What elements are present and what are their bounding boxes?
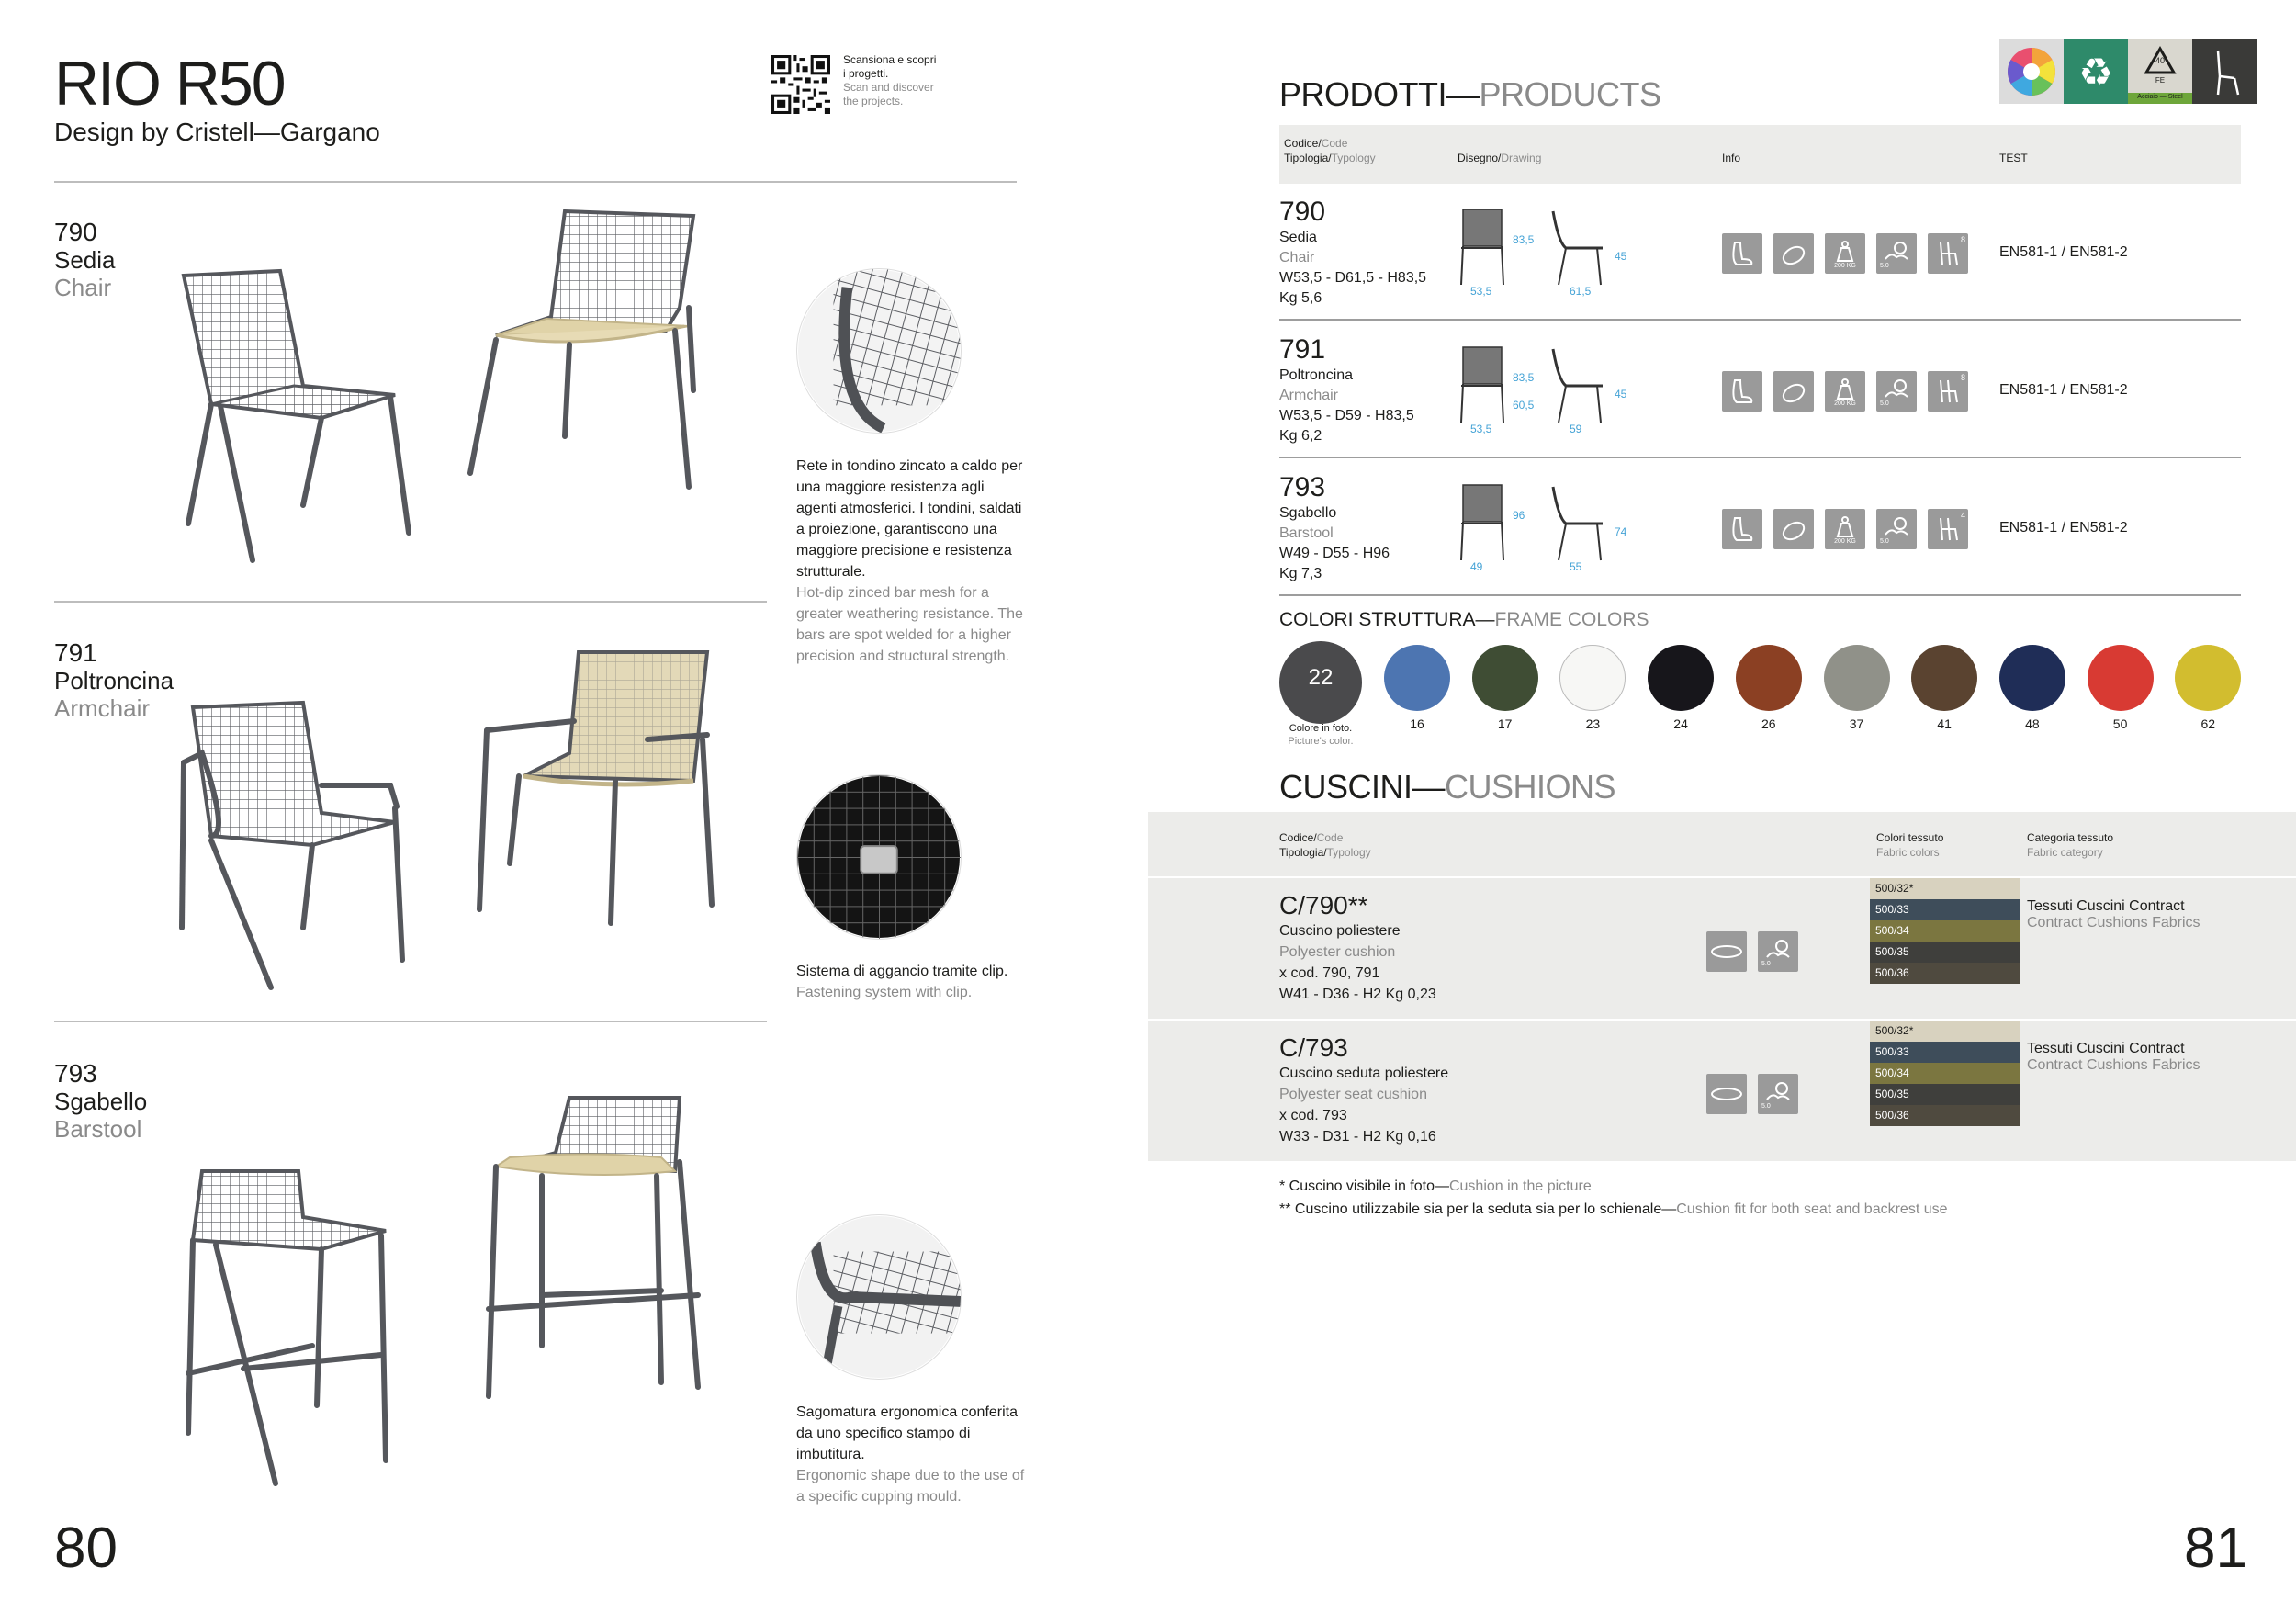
uv-resistant-icon xyxy=(1876,509,1917,549)
color-swatch-22[interactable] xyxy=(1279,641,1362,724)
uv-resistant-icon xyxy=(1876,233,1917,274)
tip-resistant-icon xyxy=(1773,371,1814,412)
product-code: 793 xyxy=(1279,472,1326,502)
fabric-color-50032[interactable]: 500/32* xyxy=(1870,878,2020,899)
front-width-dim: 53,5 xyxy=(1470,285,1492,298)
tip-resistant-icon xyxy=(1773,233,1814,274)
color-swatch-16[interactable] xyxy=(1384,645,1450,711)
product-dimensions: W53,5 - D59 - H83,5 xyxy=(1279,408,1414,423)
feature-icons xyxy=(1722,509,1979,554)
cushion-feature-icons xyxy=(1706,1074,1809,1119)
product-dimensions: W53,5 - D61,5 - H83,5 xyxy=(1279,270,1427,286)
front-height-dim: 83,5 xyxy=(1513,371,1535,384)
product-weight: Kg 5,6 xyxy=(1279,290,1322,306)
uv-label: 5.0 xyxy=(1761,1103,1771,1110)
recycle-icon xyxy=(2064,39,2128,104)
side-width-dim: 59 xyxy=(1570,423,1582,435)
fabric-color-50036[interactable]: 500/36 xyxy=(1870,1105,2020,1126)
product-name-it: Sgabello xyxy=(1279,505,1337,521)
load-200kg-icon xyxy=(1825,509,1865,549)
cushions-section-title: CUSCINI—CUSHIONS xyxy=(1279,768,1616,806)
armchair-791-image xyxy=(156,698,432,992)
detail-shape-caption: Sagomatura ergonomica conferita da uno specifico stampo di imbutitura. Ergonomic shape due to the use of a specific cupping mould. xyxy=(796,1404,1025,1505)
tip-resistant-icon xyxy=(1773,509,1814,549)
footnote-1: * Cuscino visibile in foto—Cushion in the picture xyxy=(1279,1179,1592,1194)
color-swatch-50[interactable] xyxy=(2088,645,2154,711)
barstool-793-image xyxy=(174,1148,404,1488)
color-wheel-icon xyxy=(1999,39,2064,104)
uv-resistant-icon xyxy=(1758,931,1798,972)
color-swatch-41[interactable] xyxy=(1911,645,1977,711)
divider xyxy=(54,601,767,603)
uv-label: 5.0 xyxy=(1880,400,1889,407)
color-swatch-17[interactable] xyxy=(1472,645,1538,711)
category-it: Tessuti Cuscini Contract xyxy=(2027,898,2185,914)
product-name-it: Poltroncina xyxy=(1279,367,1354,383)
product-details xyxy=(1279,228,1426,309)
stack-count: 8 xyxy=(1960,235,1965,244)
detail-shape-image xyxy=(796,1214,962,1380)
chair-790-cushion-image xyxy=(459,207,716,510)
test-standard: EN581-1 / EN581-2 xyxy=(1999,244,2128,260)
uv-label: 5.0 xyxy=(1761,961,1771,967)
load-label: 200 KG xyxy=(1834,538,1856,545)
color-swatch-48[interactable] xyxy=(1999,645,2065,711)
side-width-dim: 55 xyxy=(1570,560,1582,573)
color-code: 23 xyxy=(1585,716,1601,731)
cushion-details xyxy=(1279,1063,1448,1147)
uv-resistant-icon xyxy=(1758,1074,1798,1114)
side-view-drawing xyxy=(1546,344,1610,426)
product-name-en: Chair xyxy=(1279,250,1315,265)
detail-clip-caption: Sistema di aggancio tramite clip. Fastening system with clip. xyxy=(796,964,1008,1000)
divider xyxy=(54,181,1017,183)
product-details xyxy=(1279,503,1390,584)
side-view-drawing xyxy=(1546,206,1610,288)
fabric-color-50033[interactable]: 500/33 xyxy=(1870,899,2020,920)
front-view-drawing xyxy=(1456,206,1511,288)
qr-code-icon[interactable] xyxy=(771,55,830,114)
header-info: Info xyxy=(1722,152,1741,164)
color-swatch-62[interactable] xyxy=(2175,645,2241,711)
color-code: 37 xyxy=(1849,716,1864,731)
fabric-color-50033[interactable]: 500/33 xyxy=(1870,1042,2020,1063)
cushion-name-it: Cuscino poliestere xyxy=(1279,923,1401,939)
color-code: 48 xyxy=(2025,716,2040,731)
cushion-name-it: Cuscino seduta poliestere xyxy=(1279,1066,1449,1081)
cushion-header-fabric-category: Categoria tessuto Fabric category xyxy=(2027,831,2114,859)
product-label-793: 793 Sgabello Barstool xyxy=(54,1059,148,1143)
load-200kg-icon xyxy=(1825,371,1865,412)
header-test: TEST xyxy=(1999,152,2028,164)
chair-790-image xyxy=(156,257,432,570)
product-name-it: Sedia xyxy=(1279,230,1317,245)
color-code: 22 xyxy=(1308,665,1334,690)
steel-recycling-icon: 40 FE Acciaio — Steel xyxy=(2128,39,2192,104)
product-info xyxy=(1279,334,1414,446)
seat-shape-icon xyxy=(1722,509,1762,549)
product-info xyxy=(1279,197,1426,309)
load-label: 200 KG xyxy=(1834,400,1856,407)
color-code: 41 xyxy=(1937,716,1952,731)
front-width-dim: 49 xyxy=(1470,560,1483,573)
front-view-drawing xyxy=(1456,344,1511,426)
fabric-category xyxy=(2027,1041,2200,1074)
side-height-dim: 74 xyxy=(1615,525,1627,538)
product-label-790: 790 Sedia Chair xyxy=(54,218,116,301)
product-code: 790 xyxy=(1279,197,1326,227)
cushion-row-c793 xyxy=(1148,1021,2296,1161)
cushion-header-fabric-colors: Colori tessuto Fabric colors xyxy=(1876,831,1944,859)
category-en: Contract Cushions Fabrics xyxy=(2027,915,2200,930)
products-section-title: PRODOTTI—PRODUCTS xyxy=(1279,75,1661,113)
product-label-791: 791 Poltroncina Armchair xyxy=(54,638,174,722)
uv-label: 5.0 xyxy=(1880,263,1889,269)
fabric-color-list xyxy=(1870,878,2020,984)
detail-clip-image xyxy=(796,774,962,940)
front-view-drawing xyxy=(1456,481,1511,564)
footnote-2: ** Cuscino utilizzabile sia per la seduta sia per lo schienale—Cushion fit for both seat and backrest use xyxy=(1279,1201,1948,1217)
side-height-dim: 45 xyxy=(1615,250,1627,263)
cushion-info xyxy=(1279,891,1436,1005)
fabric-color-50034[interactable]: 500/34 xyxy=(1870,1063,2020,1084)
cushion-code: C/790** xyxy=(1279,891,1368,919)
cushion-code: C/793 xyxy=(1279,1033,1348,1062)
cushion-feature-icons xyxy=(1706,931,1809,976)
front-height2-dim: 60,5 xyxy=(1513,399,1535,412)
barstool-793-cushion-image xyxy=(478,1088,726,1410)
detail-mesh-caption: Rete in tondino zincato a caldo per una maggiore resistenza agli agenti atmosferici. I tondini, saldati a proiezione, garantiscono una maggiore precisione e resistenza strutturale. Hot-dip zinced bar mesh for a greater weathering resistance. The bars are spot welded for a higher precision and structural strength. xyxy=(796,458,1023,664)
product-name-en: Armchair xyxy=(1279,388,1339,403)
chair-silhouette-icon xyxy=(2192,39,2257,104)
header-code: Codice/Code Tipologia/Typology xyxy=(1284,137,1376,164)
color-swatch-37[interactable] xyxy=(1824,645,1890,711)
front-width-dim: 53,5 xyxy=(1470,423,1492,435)
cushion-header-code: Codice/Code Tipologia/Typology xyxy=(1279,831,1371,859)
load-200kg-icon xyxy=(1825,233,1865,274)
product-row-791 xyxy=(1279,331,2241,459)
test-standard: EN581-1 / EN581-2 xyxy=(1999,382,2128,398)
fabric-color-50035[interactable]: 500/35 xyxy=(1870,942,2020,963)
qr-caption: Scansiona e scopri i progetti. Scan and discover the projects. xyxy=(843,53,937,107)
detail-mesh-image xyxy=(796,268,962,434)
page-number-left: 80 xyxy=(54,1517,118,1580)
color-swatch-26[interactable] xyxy=(1736,645,1802,711)
color-code: 16 xyxy=(1410,716,1424,731)
front-height-dim: 83,5 xyxy=(1513,233,1535,246)
cushion-details xyxy=(1279,920,1436,1005)
color-code: 17 xyxy=(1497,716,1513,731)
uv-label: 5.0 xyxy=(1880,538,1889,545)
note-en: Picture's color. xyxy=(1288,736,1354,747)
frame-colors-row xyxy=(1279,641,2244,751)
fabric-color-50034[interactable]: 500/34 xyxy=(1870,920,2020,942)
stackable-icon xyxy=(1928,233,1968,274)
row-divider xyxy=(1279,319,2241,321)
color-code: 62 xyxy=(2200,716,2216,731)
cushion-info xyxy=(1279,1033,1448,1147)
fabric-color-50032[interactable]: 500/32* xyxy=(1870,1021,2020,1042)
cushion-name-en: Polyester cushion xyxy=(1279,944,1396,960)
color-swatch-24[interactable] xyxy=(1648,645,1714,711)
cushion-name-en: Polyester seat cushion xyxy=(1279,1087,1427,1102)
row-divider xyxy=(1279,594,2241,596)
fabric-category xyxy=(2027,898,2200,931)
load-label: 200 KG xyxy=(1834,263,1856,269)
feature-icons xyxy=(1722,371,1979,416)
uv-resistant-icon xyxy=(1876,371,1917,412)
side-height-dim: 45 xyxy=(1615,388,1627,400)
front-height-dim: 96 xyxy=(1513,509,1525,522)
stackable-icon xyxy=(1928,509,1968,549)
feature-icons xyxy=(1722,233,1979,278)
product-info xyxy=(1279,472,1390,584)
cushion-shape-icon xyxy=(1706,1074,1747,1114)
product-row-793 xyxy=(1279,468,2241,597)
cushion-fits: x cod. 790, 791 xyxy=(1279,965,1380,981)
page-number-right: 81 xyxy=(2184,1517,2247,1580)
svg-text:♻: ♻ xyxy=(2078,50,2113,95)
color-in-photo-note xyxy=(1279,722,1362,748)
cushion-dimensions: W41 - D36 - H2 Kg 0,23 xyxy=(1279,987,1436,1002)
stack-count: 8 xyxy=(1960,373,1965,382)
fabric-color-50036[interactable]: 500/36 xyxy=(1870,963,2020,984)
color-swatch-23[interactable] xyxy=(1559,645,1626,711)
product-code: 791 xyxy=(1279,334,1326,365)
product-row-790 xyxy=(1279,193,2241,321)
stack-count: 4 xyxy=(1960,511,1965,520)
product-weight: Kg 6,2 xyxy=(1279,428,1322,444)
seat-shape-icon xyxy=(1722,233,1762,274)
seat-shape-icon xyxy=(1722,371,1762,412)
product-dimensions: W49 - D55 - H96 xyxy=(1279,546,1390,561)
stackable-icon xyxy=(1928,371,1968,412)
color-code: 26 xyxy=(1761,716,1776,731)
cushion-row-c790 xyxy=(1148,878,2296,1019)
product-weight: Kg 7,3 xyxy=(1279,566,1322,581)
cushion-fits: x cod. 793 xyxy=(1279,1108,1347,1123)
side-view-drawing xyxy=(1546,481,1610,564)
designer-subtitle: Design by Cristell—Gargano xyxy=(54,118,380,146)
armchair-791-cushion-image xyxy=(468,643,726,937)
fabric-color-50035[interactable]: 500/35 xyxy=(1870,1084,2020,1105)
product-details xyxy=(1279,366,1414,446)
color-code: 24 xyxy=(1673,716,1688,731)
test-standard: EN581-1 / EN581-2 xyxy=(1999,520,2128,536)
note-it: Colore in foto. xyxy=(1289,723,1353,734)
cushion-shape-icon xyxy=(1706,931,1747,972)
side-width-dim: 61,5 xyxy=(1570,285,1592,298)
fabric-color-list xyxy=(1870,1021,2020,1126)
product-name-en: Barstool xyxy=(1279,525,1334,541)
row-divider xyxy=(1279,457,2241,458)
product-title: RIO R50 xyxy=(54,49,285,118)
color-code: 50 xyxy=(2112,716,2128,731)
cushion-dimensions: W33 - D31 - H2 Kg 0,16 xyxy=(1279,1129,1436,1145)
category-it: Tessuti Cuscini Contract xyxy=(2027,1041,2185,1056)
category-en: Contract Cushions Fabrics xyxy=(2027,1057,2200,1073)
products-table-header xyxy=(1279,125,2241,184)
header-drawing: Disegno/Drawing xyxy=(1458,152,1542,164)
frame-colors-title: COLORI STRUTTURA—FRAME COLORS xyxy=(1279,609,1649,630)
divider xyxy=(54,1021,767,1022)
